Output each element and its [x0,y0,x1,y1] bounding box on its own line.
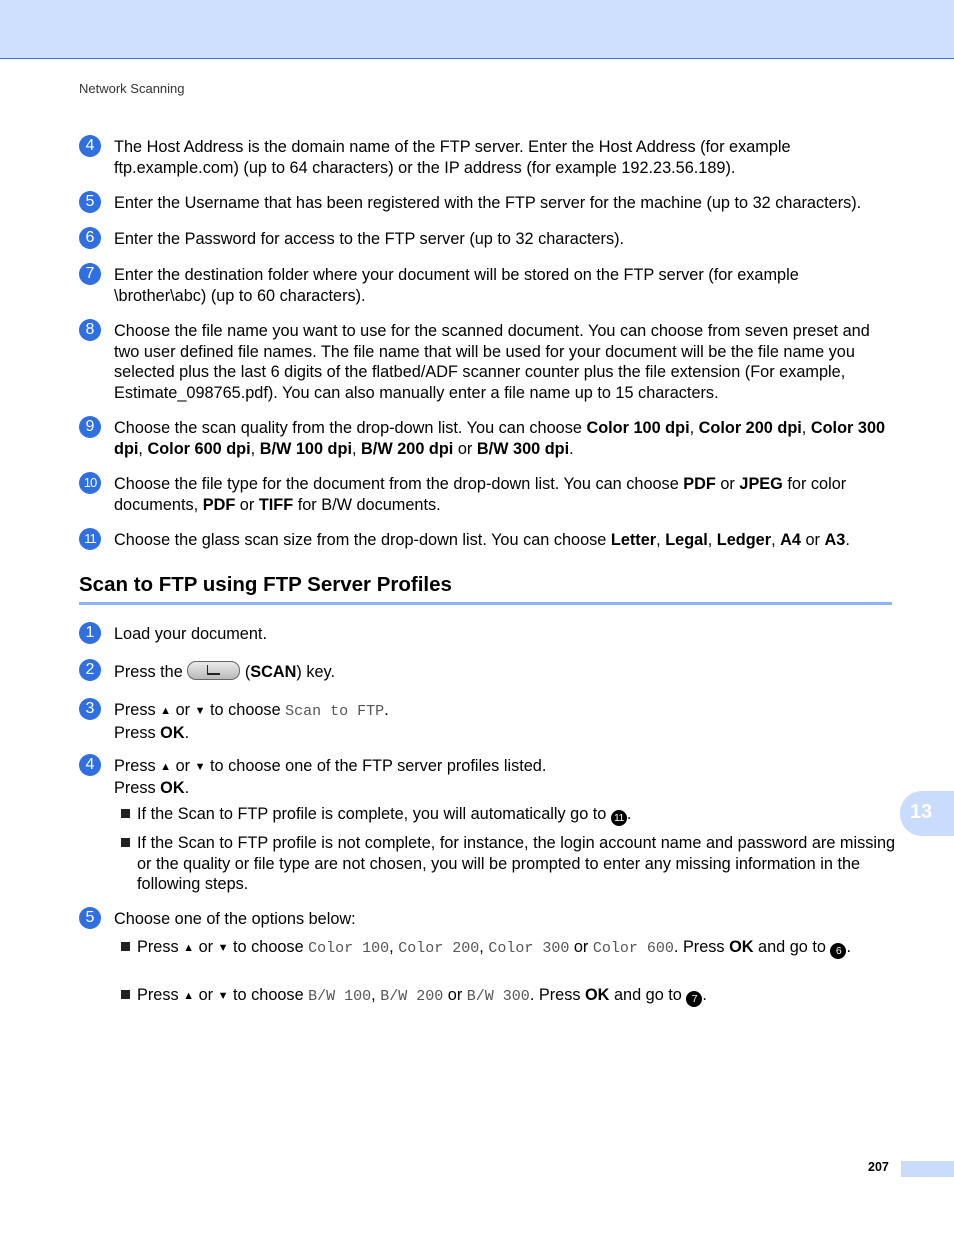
profile-step-4 [79,756,894,798]
step-number: 4 [79,754,101,776]
step-number: 6 [79,227,101,249]
step-text: Press ▲ or ▼ to choose one of the FTP server profiles listed. Press OK. [114,757,547,797]
profile-step-3 [79,700,894,743]
step-number: 8 [79,319,101,341]
up-arrow-icon: ▲ [183,990,195,1002]
step-ref-icon: 6 [830,943,846,959]
step-text: The Host Address is the domain name of the FTP server. Enter the Host Address (for example ftp.example.com) (up to 64 characters) or the IP address (for example 192.23.56.189). [114,138,791,177]
profile-step-1 [79,624,894,645]
step-number: 5 [79,907,101,929]
square-bullet-icon [121,838,130,847]
step-9 [79,418,894,459]
section-heading: Scan to FTP using FTP Server Profiles [79,573,892,605]
chapter-number: 13 [910,801,933,823]
step-text: Choose the glass scan size from the drop-down list. You can choose Letter, Legal, Ledger, A4 or A3. [114,531,850,549]
top-banner [0,0,954,59]
step-text: Choose the file name you want to use for the scanned document. You can choose from seven preset and two user defined file names. The file name that will be used for your document will be the file name you selected plus the last 6 digits of the flatbed/ADF scanner counter plus the file extension (For example, Estimate_098765.pdf). You can also manually enter a file name up to 15 characters. [114,322,870,402]
step-text: Choose one of the options below: [114,910,356,928]
step-7 [79,265,894,306]
scan-key-icon [187,661,240,680]
step-text: Enter the Password for access to the FTP server (up to 32 characters). [114,230,625,248]
step-text: Enter the destination folder where your document will be stored on the FTP server (for example \brother\abc) (up to 60 characters). [114,266,799,305]
step-text: Press ▲ or ▼ to choose Scan to FTP. Press OK. [114,701,389,742]
profile-step-2 [79,661,894,683]
bullet-item: Press ▲ or ▼ to choose B/W 100, B/W 200 or B/W 300. Press OK and go to 7 . [121,985,896,1008]
step-ref-icon: 7 [686,991,702,1007]
up-arrow-icon: ▲ [183,942,195,954]
chapter-tab [900,791,954,836]
step-11 [79,530,894,551]
up-arrow-icon: ▲ [160,705,172,717]
square-bullet-icon [121,990,130,999]
running-header: Network Scanning [79,81,185,96]
step-number: 7 [79,263,101,285]
step-6 [79,229,894,250]
down-arrow-icon: ▼ [217,990,229,1002]
profile-step-5 [79,909,894,930]
step-number: 2 [79,659,101,681]
lcd-menu-text: Scan to FTP [285,703,385,720]
square-bullet-icon [121,809,130,818]
down-arrow-icon: ▼ [194,705,206,717]
step-text: Press the (SCAN) key. [114,663,336,681]
step-number: 5 [79,191,101,213]
step-number: 4 [79,135,101,157]
step-10 [79,474,894,515]
step-number: 10 [79,472,101,494]
step-4 [79,137,894,178]
page-number-bar [901,1161,954,1177]
step-text: Enter the Username that has been registered with the FTP server for the machine (up to 32 characters). [114,194,862,212]
step-number: 3 [79,698,101,720]
step-number: 11 [79,528,101,550]
step-text: Choose the scan quality from the drop-down list. You can choose Color 100 dpi, Color 200 dpi, Color 300 dpi, Color 600 dpi, B/W 100 dpi, B/W 200 dpi or B/W 300 dpi. [114,419,886,458]
down-arrow-icon: ▼ [217,942,229,954]
bullet-item: If the Scan to FTP profile is complete, you will automatically go to 11 . [121,804,896,826]
bullet-item: If the Scan to FTP profile is not complete, for instance, the login account name and password are missing or the quality or file type are not chosen, you will be prompted to enter any missing information in the following steps. [121,833,896,895]
step-text: Choose the file type for the document from the drop-down list. You can choose PDF or JPEG for color documents, PDF or TIFF for B/W documents. [114,475,847,514]
step-number: 1 [79,622,101,644]
step-ref-icon: 11 [611,810,627,826]
step-text: Load your document. [114,625,267,643]
step-8 [79,321,894,403]
step-5 [79,193,909,214]
step-number: 9 [79,416,101,438]
page-number: 207 [868,1160,889,1174]
square-bullet-icon [121,942,130,951]
down-arrow-icon: ▼ [194,761,206,773]
up-arrow-icon: ▲ [160,761,172,773]
bullet-item: Press ▲ or ▼ to choose Color 100, Color 200, Color 300 or Color 600. Press OK and go to 6 . [121,937,896,960]
